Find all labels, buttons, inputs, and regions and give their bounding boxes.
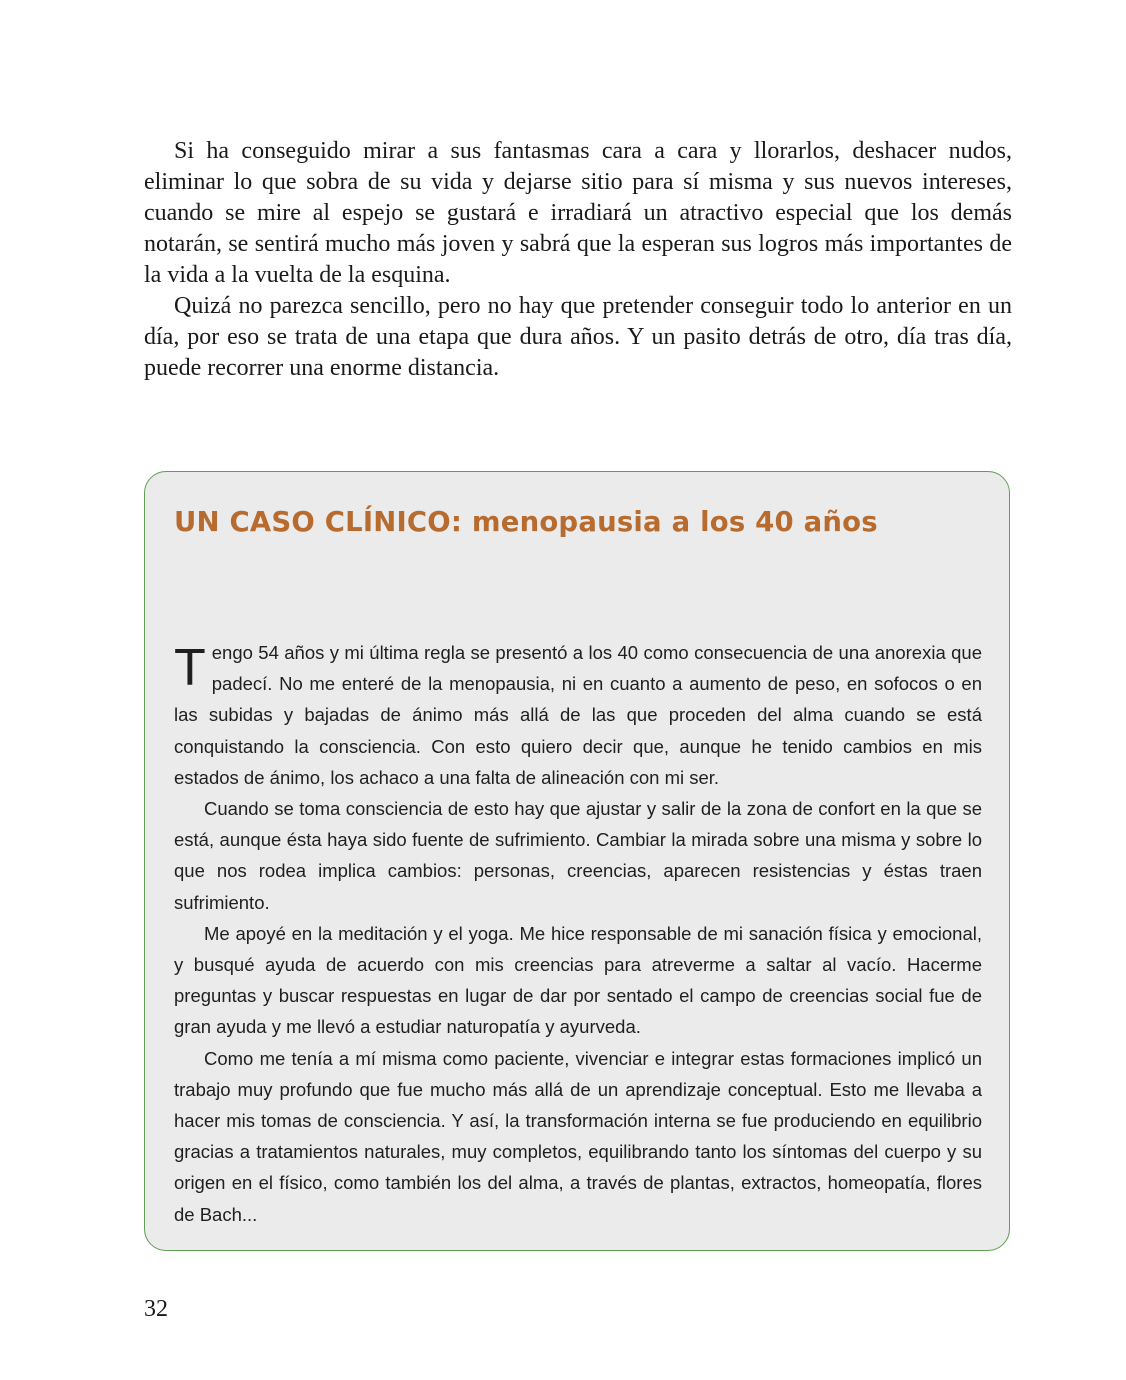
case-text	[174, 637, 982, 1230]
body-paragraph-2: Quizá no parezca sencillo, pero no hay que pretender conseguir todo lo anterior en un día, por eso se trata de una etapa que dura años. Y un pasito detrás de otro, día tras día, puede recorrer una enorme distancia.	[144, 293, 1012, 381]
case-paragraph-3: Me apoyé en la meditación y el yoga. Me hice responsable de mi sanación física y emocional, y busqué ayuda de acuerdo con mis creencias para atreverme a saltar al vacío. Hacerme preguntas y buscar respuestas en lugar de dar por sentado el campo de creencias social fue de gran ayuda y me llevó a estudiar naturopatía y ayurveda.	[174, 922, 982, 1038]
case-paragraph-4: Como me tenía a mí misma como paciente, vivenciar e integrar estas formaciones implicó un trabajo muy profundo que fue mucho más allá de un aprendizaje conceptual. Esto me llevaba a hacer mis tomas de consciencia. Y así, la transformación interna se fue produciendo en equilibrio gracias a tratamientos naturales, muy completos, equilibrando tanto los síntomas del cuerpo y su origen en el físico, como también los del alma, a través de plantas, extractos, homeopatía, flores de Bach...	[174, 1047, 982, 1225]
case-title: UN CASO CLÍNICO: menopausia a los 40 años	[174, 506, 878, 538]
clinical-case-box	[144, 471, 1010, 1251]
body-paragraph-1: Si ha conseguido mirar a sus fantasmas cara a cara y llorarlos, deshacer nudos, eliminar lo que sobra de su vida y dejarse sitio para sí misma y sus nuevos intereses, cuando se mire al espejo se gustará e irradiará un atractivo especial que los demás notarán, se sentirá mucho más joven y sabrá que la esperan sus logros más importantes de la vida a la vuelta de la esquina.	[144, 138, 1012, 288]
page-number: 32	[144, 1296, 168, 1322]
main-text	[144, 136, 1012, 384]
case-paragraph-2: Cuando se toma consciencia de esto hay que ajustar y salir de la zona de confort en la que se está, aunque ésta haya sido fuente de sufrimiento. Cambiar la mirada sobre una misma y sobre lo que nos rodea implica cambios: personas, creencias, aparecen resistencias y éstas traen sufrimiento.	[174, 798, 982, 913]
case-paragraph-1-text: engo 54 años y mi última regla se presentó a los 40 como consecuencia de una anorexia que padecí. No me enteré de la menopausia, ni en cuanto a aumento de peso, en sofocos o en las subidas y bajadas de ánimo más allá de las que proceden del alma cuando se está conquistando la consciencia. Con esto quiero decir que, aunque he tenido cambios en mis estados de ánimo, los achaco a una falta de alineación con mi ser.	[174, 642, 982, 788]
case-paragraph-1	[174, 637, 982, 793]
drop-cap: T	[174, 639, 206, 697]
